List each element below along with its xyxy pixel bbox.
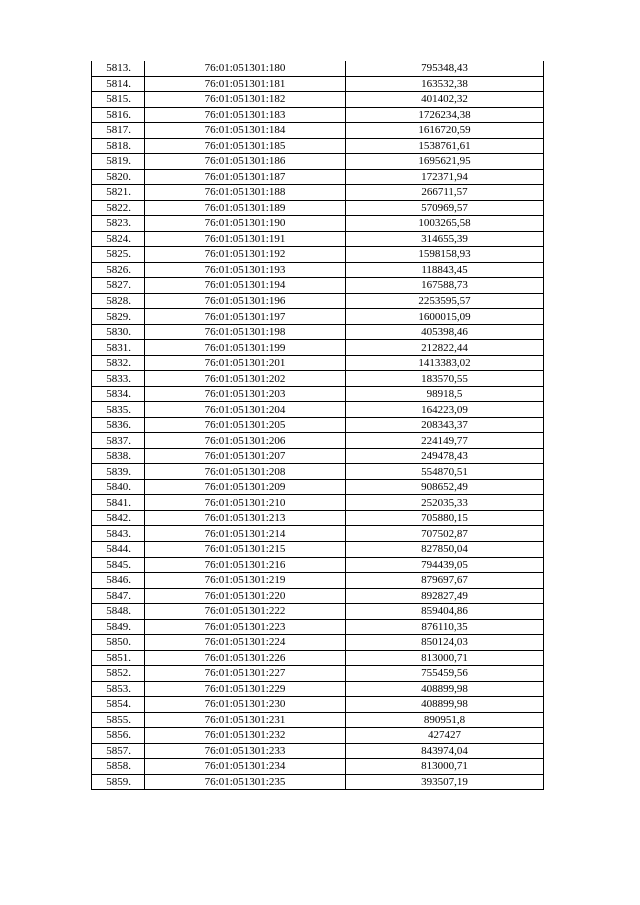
cadastral-number-cell: 76:01:051301:203 <box>145 386 346 402</box>
row-number-cell: 5838. <box>92 448 145 464</box>
row-number-cell: 5819. <box>92 154 145 170</box>
value-cell: 813000,71 <box>346 759 544 775</box>
cadastral-number-cell: 76:01:051301:213 <box>145 510 346 526</box>
table-row <box>92 464 544 480</box>
cadastral-number-cell: 76:01:051301:234 <box>145 759 346 775</box>
row-number-cell: 5849. <box>92 619 145 635</box>
parcel-value-table <box>91 61 544 790</box>
table-row <box>92 355 544 371</box>
row-number-cell: 5813. <box>92 61 145 76</box>
table-row <box>92 247 544 263</box>
cadastral-number-cell: 76:01:051301:222 <box>145 604 346 620</box>
table-row <box>92 340 544 356</box>
value-cell: 554870,51 <box>346 464 544 480</box>
row-number-cell: 5837. <box>92 433 145 449</box>
value-cell: 705880,15 <box>346 510 544 526</box>
table-row <box>92 743 544 759</box>
table-row <box>92 573 544 589</box>
row-number-cell: 5844. <box>92 541 145 557</box>
row-number-cell: 5828. <box>92 293 145 309</box>
table-row <box>92 262 544 278</box>
cadastral-number-cell: 76:01:051301:230 <box>145 697 346 713</box>
cadastral-number-cell: 76:01:051301:182 <box>145 92 346 108</box>
cadastral-number-cell: 76:01:051301:192 <box>145 247 346 263</box>
cadastral-number-cell: 76:01:051301:216 <box>145 557 346 573</box>
value-cell: 843974,04 <box>346 743 544 759</box>
value-cell: 266711,57 <box>346 185 544 201</box>
table-row <box>92 216 544 232</box>
table-row <box>92 123 544 139</box>
table-row <box>92 107 544 123</box>
table-row <box>92 402 544 418</box>
value-cell: 813000,71 <box>346 650 544 666</box>
cadastral-number-cell: 76:01:051301:205 <box>145 417 346 433</box>
row-number-cell: 5853. <box>92 681 145 697</box>
table-row <box>92 666 544 682</box>
row-number-cell: 5842. <box>92 510 145 526</box>
cadastral-number-cell: 76:01:051301:183 <box>145 107 346 123</box>
table-row <box>92 154 544 170</box>
cadastral-number-cell: 76:01:051301:235 <box>145 774 346 790</box>
row-number-cell: 5827. <box>92 278 145 294</box>
value-cell: 401402,32 <box>346 92 544 108</box>
value-cell: 859404,86 <box>346 604 544 620</box>
row-number-cell: 5858. <box>92 759 145 775</box>
value-cell: 1003265,58 <box>346 216 544 232</box>
cadastral-number-cell: 76:01:051301:196 <box>145 293 346 309</box>
table-row <box>92 759 544 775</box>
cadastral-number-cell: 76:01:051301:181 <box>145 76 346 92</box>
value-cell: 1726234,38 <box>346 107 544 123</box>
row-number-cell: 5857. <box>92 743 145 759</box>
value-cell: 163532,38 <box>346 76 544 92</box>
cadastral-number-cell: 76:01:051301:209 <box>145 479 346 495</box>
row-number-cell: 5843. <box>92 526 145 542</box>
table-row <box>92 541 544 557</box>
row-number-cell: 5829. <box>92 309 145 325</box>
cadastral-number-cell: 76:01:051301:197 <box>145 309 346 325</box>
row-number-cell: 5845. <box>92 557 145 573</box>
cadastral-number-cell: 76:01:051301:229 <box>145 681 346 697</box>
value-cell: 794439,05 <box>346 557 544 573</box>
row-number-cell: 5840. <box>92 479 145 495</box>
cadastral-number-cell: 76:01:051301:185 <box>145 138 346 154</box>
row-number-cell: 5817. <box>92 123 145 139</box>
row-number-cell: 5820. <box>92 169 145 185</box>
row-number-cell: 5830. <box>92 324 145 340</box>
table-row <box>92 386 544 402</box>
row-number-cell: 5839. <box>92 464 145 480</box>
table-row <box>92 433 544 449</box>
cadastral-number-cell: 76:01:051301:201 <box>145 355 346 371</box>
table-row <box>92 200 544 216</box>
row-number-cell: 5833. <box>92 371 145 387</box>
row-number-cell: 5823. <box>92 216 145 232</box>
value-cell: 405398,46 <box>346 324 544 340</box>
cadastral-number-cell: 76:01:051301:204 <box>145 402 346 418</box>
row-number-cell: 5825. <box>92 247 145 263</box>
value-cell: 252035,33 <box>346 495 544 511</box>
table-row <box>92 510 544 526</box>
cadastral-number-cell: 76:01:051301:186 <box>145 154 346 170</box>
value-cell: 755459,56 <box>346 666 544 682</box>
table-row <box>92 479 544 495</box>
table-row <box>92 635 544 651</box>
value-cell: 427427 <box>346 728 544 744</box>
value-cell: 98918,5 <box>346 386 544 402</box>
value-cell: 408899,98 <box>346 697 544 713</box>
table-row <box>92 712 544 728</box>
row-number-cell: 5831. <box>92 340 145 356</box>
cadastral-number-cell: 76:01:051301:198 <box>145 324 346 340</box>
row-number-cell: 5854. <box>92 697 145 713</box>
value-cell: 1600015,09 <box>346 309 544 325</box>
row-number-cell: 5846. <box>92 573 145 589</box>
table-row <box>92 169 544 185</box>
table-row <box>92 619 544 635</box>
value-cell: 892827,49 <box>346 588 544 604</box>
row-number-cell: 5859. <box>92 774 145 790</box>
value-cell: 118843,45 <box>346 262 544 278</box>
cadastral-number-cell: 76:01:051301:207 <box>145 448 346 464</box>
table-row <box>92 61 544 76</box>
value-cell: 827850,04 <box>346 541 544 557</box>
row-number-cell: 5851. <box>92 650 145 666</box>
row-number-cell: 5818. <box>92 138 145 154</box>
cadastral-number-cell: 76:01:051301:220 <box>145 588 346 604</box>
table-row <box>92 371 544 387</box>
cadastral-number-cell: 76:01:051301:194 <box>145 278 346 294</box>
row-number-cell: 5822. <box>92 200 145 216</box>
table-row <box>92 138 544 154</box>
value-cell: 795348,43 <box>346 61 544 76</box>
cadastral-number-cell: 76:01:051301:187 <box>145 169 346 185</box>
table-row <box>92 185 544 201</box>
value-cell: 707502,87 <box>346 526 544 542</box>
value-cell: 876110,35 <box>346 619 544 635</box>
table-row <box>92 604 544 620</box>
row-number-cell: 5814. <box>92 76 145 92</box>
value-cell: 212822,44 <box>346 340 544 356</box>
row-number-cell: 5855. <box>92 712 145 728</box>
cadastral-number-cell: 76:01:051301:193 <box>145 262 346 278</box>
row-number-cell: 5821. <box>92 185 145 201</box>
table-row <box>92 293 544 309</box>
cadastral-number-cell: 76:01:051301:210 <box>145 495 346 511</box>
cadastral-number-cell: 76:01:051301:191 <box>145 231 346 247</box>
table-row <box>92 728 544 744</box>
row-number-cell: 5834. <box>92 386 145 402</box>
table-row <box>92 231 544 247</box>
cadastral-number-cell: 76:01:051301:219 <box>145 573 346 589</box>
row-number-cell: 5824. <box>92 231 145 247</box>
row-number-cell: 5835. <box>92 402 145 418</box>
cadastral-number-cell: 76:01:051301:224 <box>145 635 346 651</box>
table-body <box>92 61 544 790</box>
cadastral-number-cell: 76:01:051301:188 <box>145 185 346 201</box>
table-row <box>92 697 544 713</box>
value-cell: 879697,67 <box>346 573 544 589</box>
value-cell: 208343,37 <box>346 417 544 433</box>
cadastral-number-cell: 76:01:051301:233 <box>145 743 346 759</box>
table-row <box>92 278 544 294</box>
value-cell: 1538761,61 <box>346 138 544 154</box>
cadastral-number-cell: 76:01:051301:214 <box>145 526 346 542</box>
cadastral-number-cell: 76:01:051301:215 <box>145 541 346 557</box>
table-row <box>92 309 544 325</box>
table-row <box>92 324 544 340</box>
value-cell: 183570,55 <box>346 371 544 387</box>
table-row <box>92 526 544 542</box>
row-number-cell: 5826. <box>92 262 145 278</box>
table-row <box>92 681 544 697</box>
table-row <box>92 92 544 108</box>
table-row <box>92 774 544 790</box>
cadastral-number-cell: 76:01:051301:223 <box>145 619 346 635</box>
value-cell: 249478,43 <box>346 448 544 464</box>
row-number-cell: 5841. <box>92 495 145 511</box>
value-cell: 314655,39 <box>346 231 544 247</box>
value-cell: 408899,98 <box>346 681 544 697</box>
row-number-cell: 5852. <box>92 666 145 682</box>
value-cell: 1598158,93 <box>346 247 544 263</box>
table-row <box>92 495 544 511</box>
row-number-cell: 5836. <box>92 417 145 433</box>
value-cell: 908652,49 <box>346 479 544 495</box>
value-cell: 850124,03 <box>346 635 544 651</box>
cadastral-number-cell: 76:01:051301:232 <box>145 728 346 744</box>
table-row <box>92 76 544 92</box>
cadastral-number-cell: 76:01:051301:184 <box>145 123 346 139</box>
value-cell: 393507,19 <box>346 774 544 790</box>
value-cell: 2253595,57 <box>346 293 544 309</box>
value-cell: 1695621,95 <box>346 154 544 170</box>
cadastral-number-cell: 76:01:051301:202 <box>145 371 346 387</box>
value-cell: 1413383,02 <box>346 355 544 371</box>
row-number-cell: 5832. <box>92 355 145 371</box>
value-cell: 224149,77 <box>346 433 544 449</box>
value-cell: 172371,94 <box>346 169 544 185</box>
cadastral-number-cell: 76:01:051301:208 <box>145 464 346 480</box>
value-cell: 164223,09 <box>346 402 544 418</box>
cadastral-number-cell: 76:01:051301:206 <box>145 433 346 449</box>
row-number-cell: 5816. <box>92 107 145 123</box>
table-row <box>92 588 544 604</box>
row-number-cell: 5850. <box>92 635 145 651</box>
table-row <box>92 557 544 573</box>
cadastral-number-cell: 76:01:051301:226 <box>145 650 346 666</box>
row-number-cell: 5856. <box>92 728 145 744</box>
cadastral-number-cell: 76:01:051301:227 <box>145 666 346 682</box>
value-cell: 1616720,59 <box>346 123 544 139</box>
value-cell: 167588,73 <box>346 278 544 294</box>
cadastral-number-cell: 76:01:051301:189 <box>145 200 346 216</box>
cadastral-number-cell: 76:01:051301:180 <box>145 61 346 76</box>
row-number-cell: 5847. <box>92 588 145 604</box>
cadastral-number-cell: 76:01:051301:190 <box>145 216 346 232</box>
value-cell: 570969,57 <box>346 200 544 216</box>
table-row <box>92 650 544 666</box>
value-cell: 890951,8 <box>346 712 544 728</box>
row-number-cell: 5815. <box>92 92 145 108</box>
cadastral-number-cell: 76:01:051301:199 <box>145 340 346 356</box>
cadastral-number-cell: 76:01:051301:231 <box>145 712 346 728</box>
row-number-cell: 5848. <box>92 604 145 620</box>
table-row <box>92 417 544 433</box>
table-row <box>92 448 544 464</box>
